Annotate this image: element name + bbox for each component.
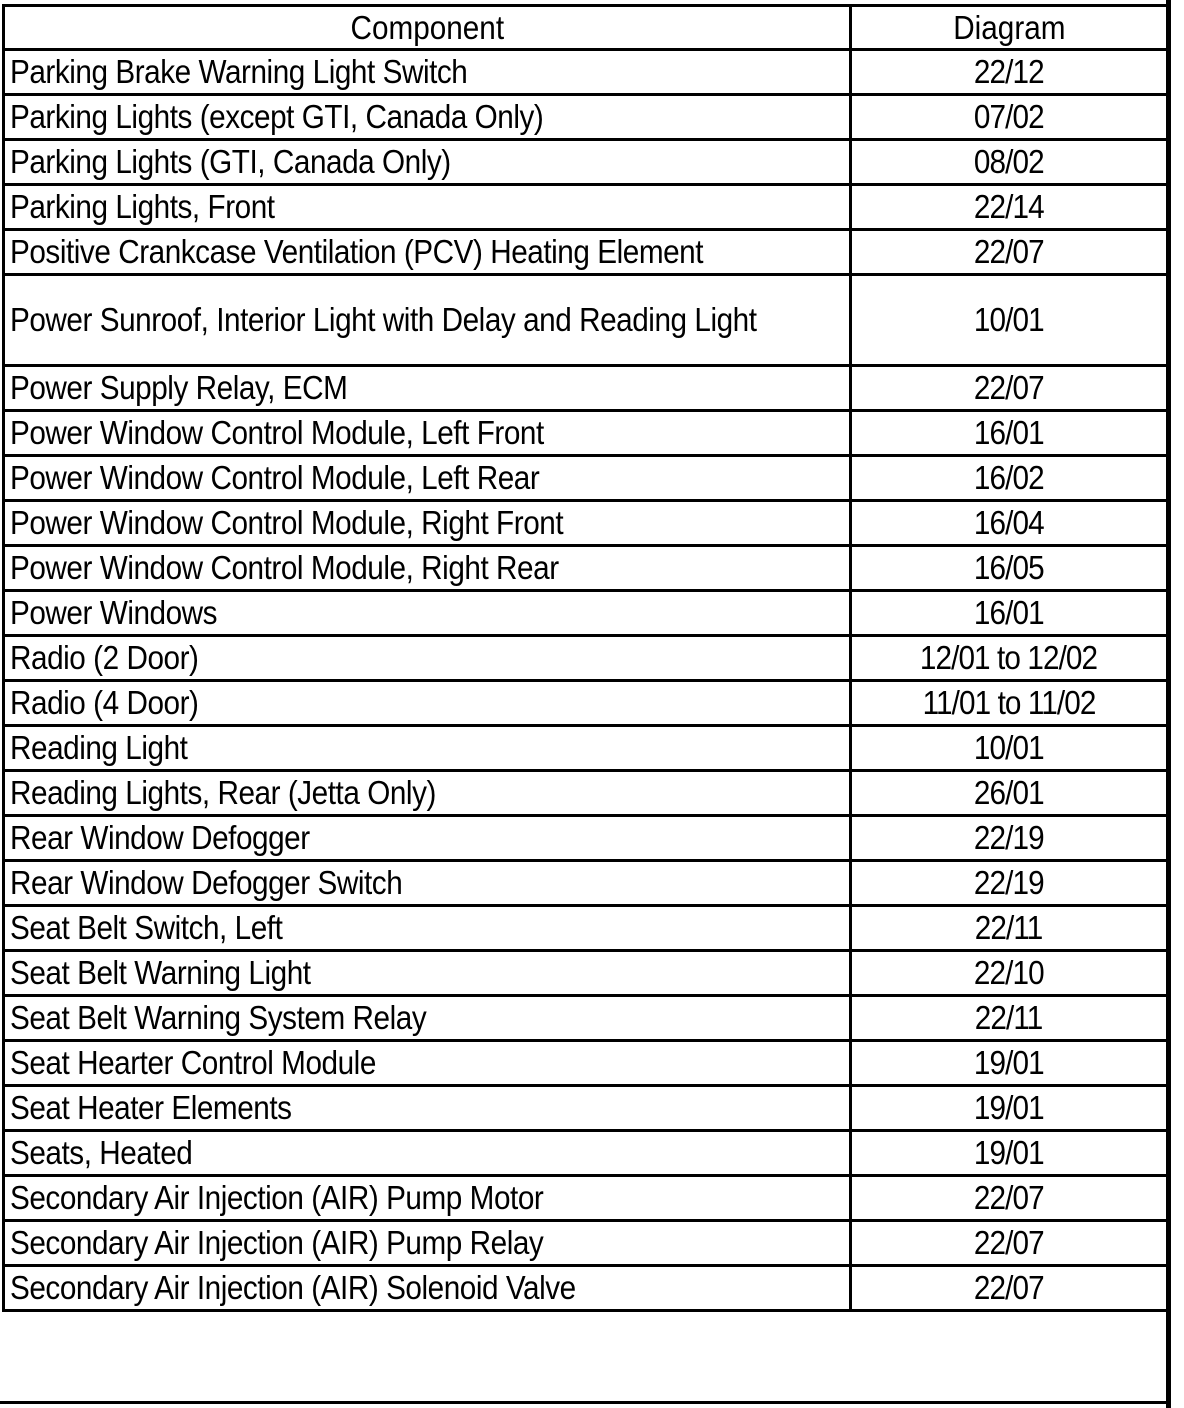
component-cell xyxy=(4,1086,851,1131)
component-cell xyxy=(4,411,851,456)
table-row xyxy=(4,636,1168,681)
component-text: Rear Window Defogger Switch xyxy=(10,864,403,901)
diagram-text: 22/12 xyxy=(974,53,1044,90)
component-cell xyxy=(4,230,851,275)
component-cell xyxy=(4,816,851,861)
diagram-cell xyxy=(851,951,1168,996)
component-text: Power Window Control Module, Right Rear xyxy=(10,549,559,586)
table-row xyxy=(4,230,1168,275)
component-text: Power Window Control Module, Right Front xyxy=(10,504,564,541)
table-row xyxy=(4,95,1168,140)
header-diagram: Diagram xyxy=(851,6,1168,50)
diagram-cell xyxy=(851,456,1168,501)
table-row xyxy=(4,366,1168,411)
diagram-cell xyxy=(851,140,1168,185)
table-header-row xyxy=(4,6,1168,50)
diagram-cell xyxy=(851,861,1168,906)
table-row xyxy=(4,50,1168,95)
diagram-cell xyxy=(851,906,1168,951)
diagram-text: 22/14 xyxy=(974,188,1044,225)
component-cell xyxy=(4,1176,851,1221)
diagram-cell xyxy=(851,1131,1168,1176)
component-cell xyxy=(4,275,851,366)
table-row xyxy=(4,726,1168,771)
page-bottom-border xyxy=(0,1401,1170,1404)
component-text: Secondary Air Injection (AIR) Solenoid Valve xyxy=(10,1269,576,1306)
component-cell xyxy=(4,50,851,95)
component-cell xyxy=(4,95,851,140)
diagram-text: 19/01 xyxy=(974,1134,1044,1171)
diagram-text: 26/01 xyxy=(974,774,1044,811)
table-row xyxy=(4,411,1168,456)
diagram-text: 22/10 xyxy=(974,954,1044,991)
component-text: Parking Lights (GTI, Canada Only) xyxy=(10,143,451,180)
diagram-cell xyxy=(851,1221,1168,1266)
diagram-cell xyxy=(851,1086,1168,1131)
page-right-border xyxy=(1166,0,1171,1408)
diagram-cell xyxy=(851,411,1168,456)
diagram-cell xyxy=(851,681,1168,726)
component-cell xyxy=(4,996,851,1041)
table-row xyxy=(4,1176,1168,1221)
table-row xyxy=(4,591,1168,636)
diagram-cell xyxy=(851,275,1168,366)
table-row xyxy=(4,861,1168,906)
component-text: Power Supply Relay, ECM xyxy=(10,369,348,406)
diagram-text: 22/11 xyxy=(975,909,1043,946)
component-text: Seat Belt Switch, Left xyxy=(10,909,283,946)
diagram-cell xyxy=(851,771,1168,816)
component-text: Reading Lights, Rear (Jetta Only) xyxy=(10,774,436,811)
diagram-text: 10/01 xyxy=(974,301,1044,338)
table-row xyxy=(4,816,1168,861)
component-cell xyxy=(4,1221,851,1266)
diagram-cell xyxy=(851,996,1168,1041)
table-row xyxy=(4,681,1168,726)
diagram-cell xyxy=(851,366,1168,411)
table-row xyxy=(4,771,1168,816)
diagram-text: 22/07 xyxy=(974,1269,1044,1306)
component-cell xyxy=(4,771,851,816)
component-text: Seat Belt Warning Light xyxy=(10,954,311,991)
component-cell xyxy=(4,1041,851,1086)
table-row xyxy=(4,906,1168,951)
diagram-cell xyxy=(851,546,1168,591)
diagram-cell xyxy=(851,95,1168,140)
component-cell xyxy=(4,681,851,726)
table-row xyxy=(4,1131,1168,1176)
component-text: Seats, Heated xyxy=(10,1134,193,1171)
diagram-text: 10/01 xyxy=(974,729,1044,766)
diagram-text: 22/19 xyxy=(974,819,1044,856)
table-row xyxy=(4,1041,1168,1086)
table-row xyxy=(4,996,1168,1041)
diagram-text: 19/01 xyxy=(974,1089,1044,1126)
component-cell xyxy=(4,185,851,230)
diagram-cell xyxy=(851,726,1168,771)
component-text: Secondary Air Injection (AIR) Pump Relay xyxy=(10,1224,544,1261)
component-cell xyxy=(4,140,851,185)
component-text: Power Windows xyxy=(10,594,218,631)
component-cell xyxy=(4,591,851,636)
component-text: Seat Heater Elements xyxy=(10,1089,292,1126)
table-row xyxy=(4,140,1168,185)
component-cell xyxy=(4,1266,851,1311)
component-text: Reading Light xyxy=(10,729,188,766)
table-row xyxy=(4,456,1168,501)
component-cell xyxy=(4,951,851,996)
table-body xyxy=(4,50,1168,1311)
component-text: Secondary Air Injection (AIR) Pump Motor xyxy=(10,1179,544,1216)
diagram-cell xyxy=(851,1266,1168,1311)
component-text: Rear Window Defogger xyxy=(10,819,310,856)
diagram-text: 16/01 xyxy=(974,594,1044,631)
component-text: Power Sunroof, Interior Light with Delay and Reading Light xyxy=(10,301,757,338)
component-cell xyxy=(4,1131,851,1176)
diagram-cell xyxy=(851,185,1168,230)
component-text: Power Window Control Module, Left Front xyxy=(10,414,544,451)
diagram-cell xyxy=(851,1176,1168,1221)
diagram-cell xyxy=(851,50,1168,95)
component-text: Parking Brake Warning Light Switch xyxy=(10,53,468,90)
component-text: Parking Lights (except GTI, Canada Only) xyxy=(10,98,544,135)
component-cell xyxy=(4,861,851,906)
component-text: Radio (4 Door) xyxy=(10,684,199,721)
diagram-cell xyxy=(851,1041,1168,1086)
table-row xyxy=(4,1266,1168,1311)
diagram-text: 16/05 xyxy=(974,549,1044,586)
diagram-text: 11/01 to 11/02 xyxy=(922,684,1096,721)
diagram-text: 16/04 xyxy=(974,504,1044,541)
diagram-text: 07/02 xyxy=(974,98,1044,135)
diagram-text: 22/19 xyxy=(974,864,1044,901)
component-cell xyxy=(4,546,851,591)
table-row xyxy=(4,275,1168,366)
diagram-cell xyxy=(851,816,1168,861)
component-text: Parking Lights, Front xyxy=(10,188,275,225)
table-row xyxy=(4,546,1168,591)
diagram-text: 22/07 xyxy=(974,233,1044,270)
component-text: Seat Belt Warning System Relay xyxy=(10,999,427,1036)
diagram-text: 16/01 xyxy=(974,414,1044,451)
diagram-text: 12/01 to 12/02 xyxy=(920,639,1098,676)
component-text: Power Window Control Module, Left Rear xyxy=(10,459,540,496)
component-text: Positive Crankcase Ventilation (PCV) Heating Element xyxy=(10,233,704,270)
diagram-cell xyxy=(851,636,1168,681)
component-cell xyxy=(4,726,851,771)
diagram-cell xyxy=(851,591,1168,636)
table-row xyxy=(4,501,1168,546)
component-cell xyxy=(4,501,851,546)
diagram-cell xyxy=(851,230,1168,275)
diagram-text: 08/02 xyxy=(974,143,1044,180)
component-cell xyxy=(4,456,851,501)
table-row xyxy=(4,1221,1168,1266)
component-cell xyxy=(4,366,851,411)
diagram-text: 22/11 xyxy=(975,999,1043,1036)
header-component: Component xyxy=(4,6,851,50)
component-cell xyxy=(4,906,851,951)
diagram-cell xyxy=(851,501,1168,546)
component-text: Radio (2 Door) xyxy=(10,639,199,676)
diagram-text: 16/02 xyxy=(974,459,1044,496)
table-row xyxy=(4,951,1168,996)
component-cell xyxy=(4,636,851,681)
component-text: Seat Hearter Control Module xyxy=(10,1044,376,1081)
component-diagram-table xyxy=(2,4,1169,1312)
diagram-text: 19/01 xyxy=(974,1044,1044,1081)
diagram-text: 22/07 xyxy=(974,1224,1044,1261)
diagram-text: 22/07 xyxy=(974,1179,1044,1216)
diagram-text: 22/07 xyxy=(974,369,1044,406)
table-row xyxy=(4,185,1168,230)
table-row xyxy=(4,1086,1168,1131)
